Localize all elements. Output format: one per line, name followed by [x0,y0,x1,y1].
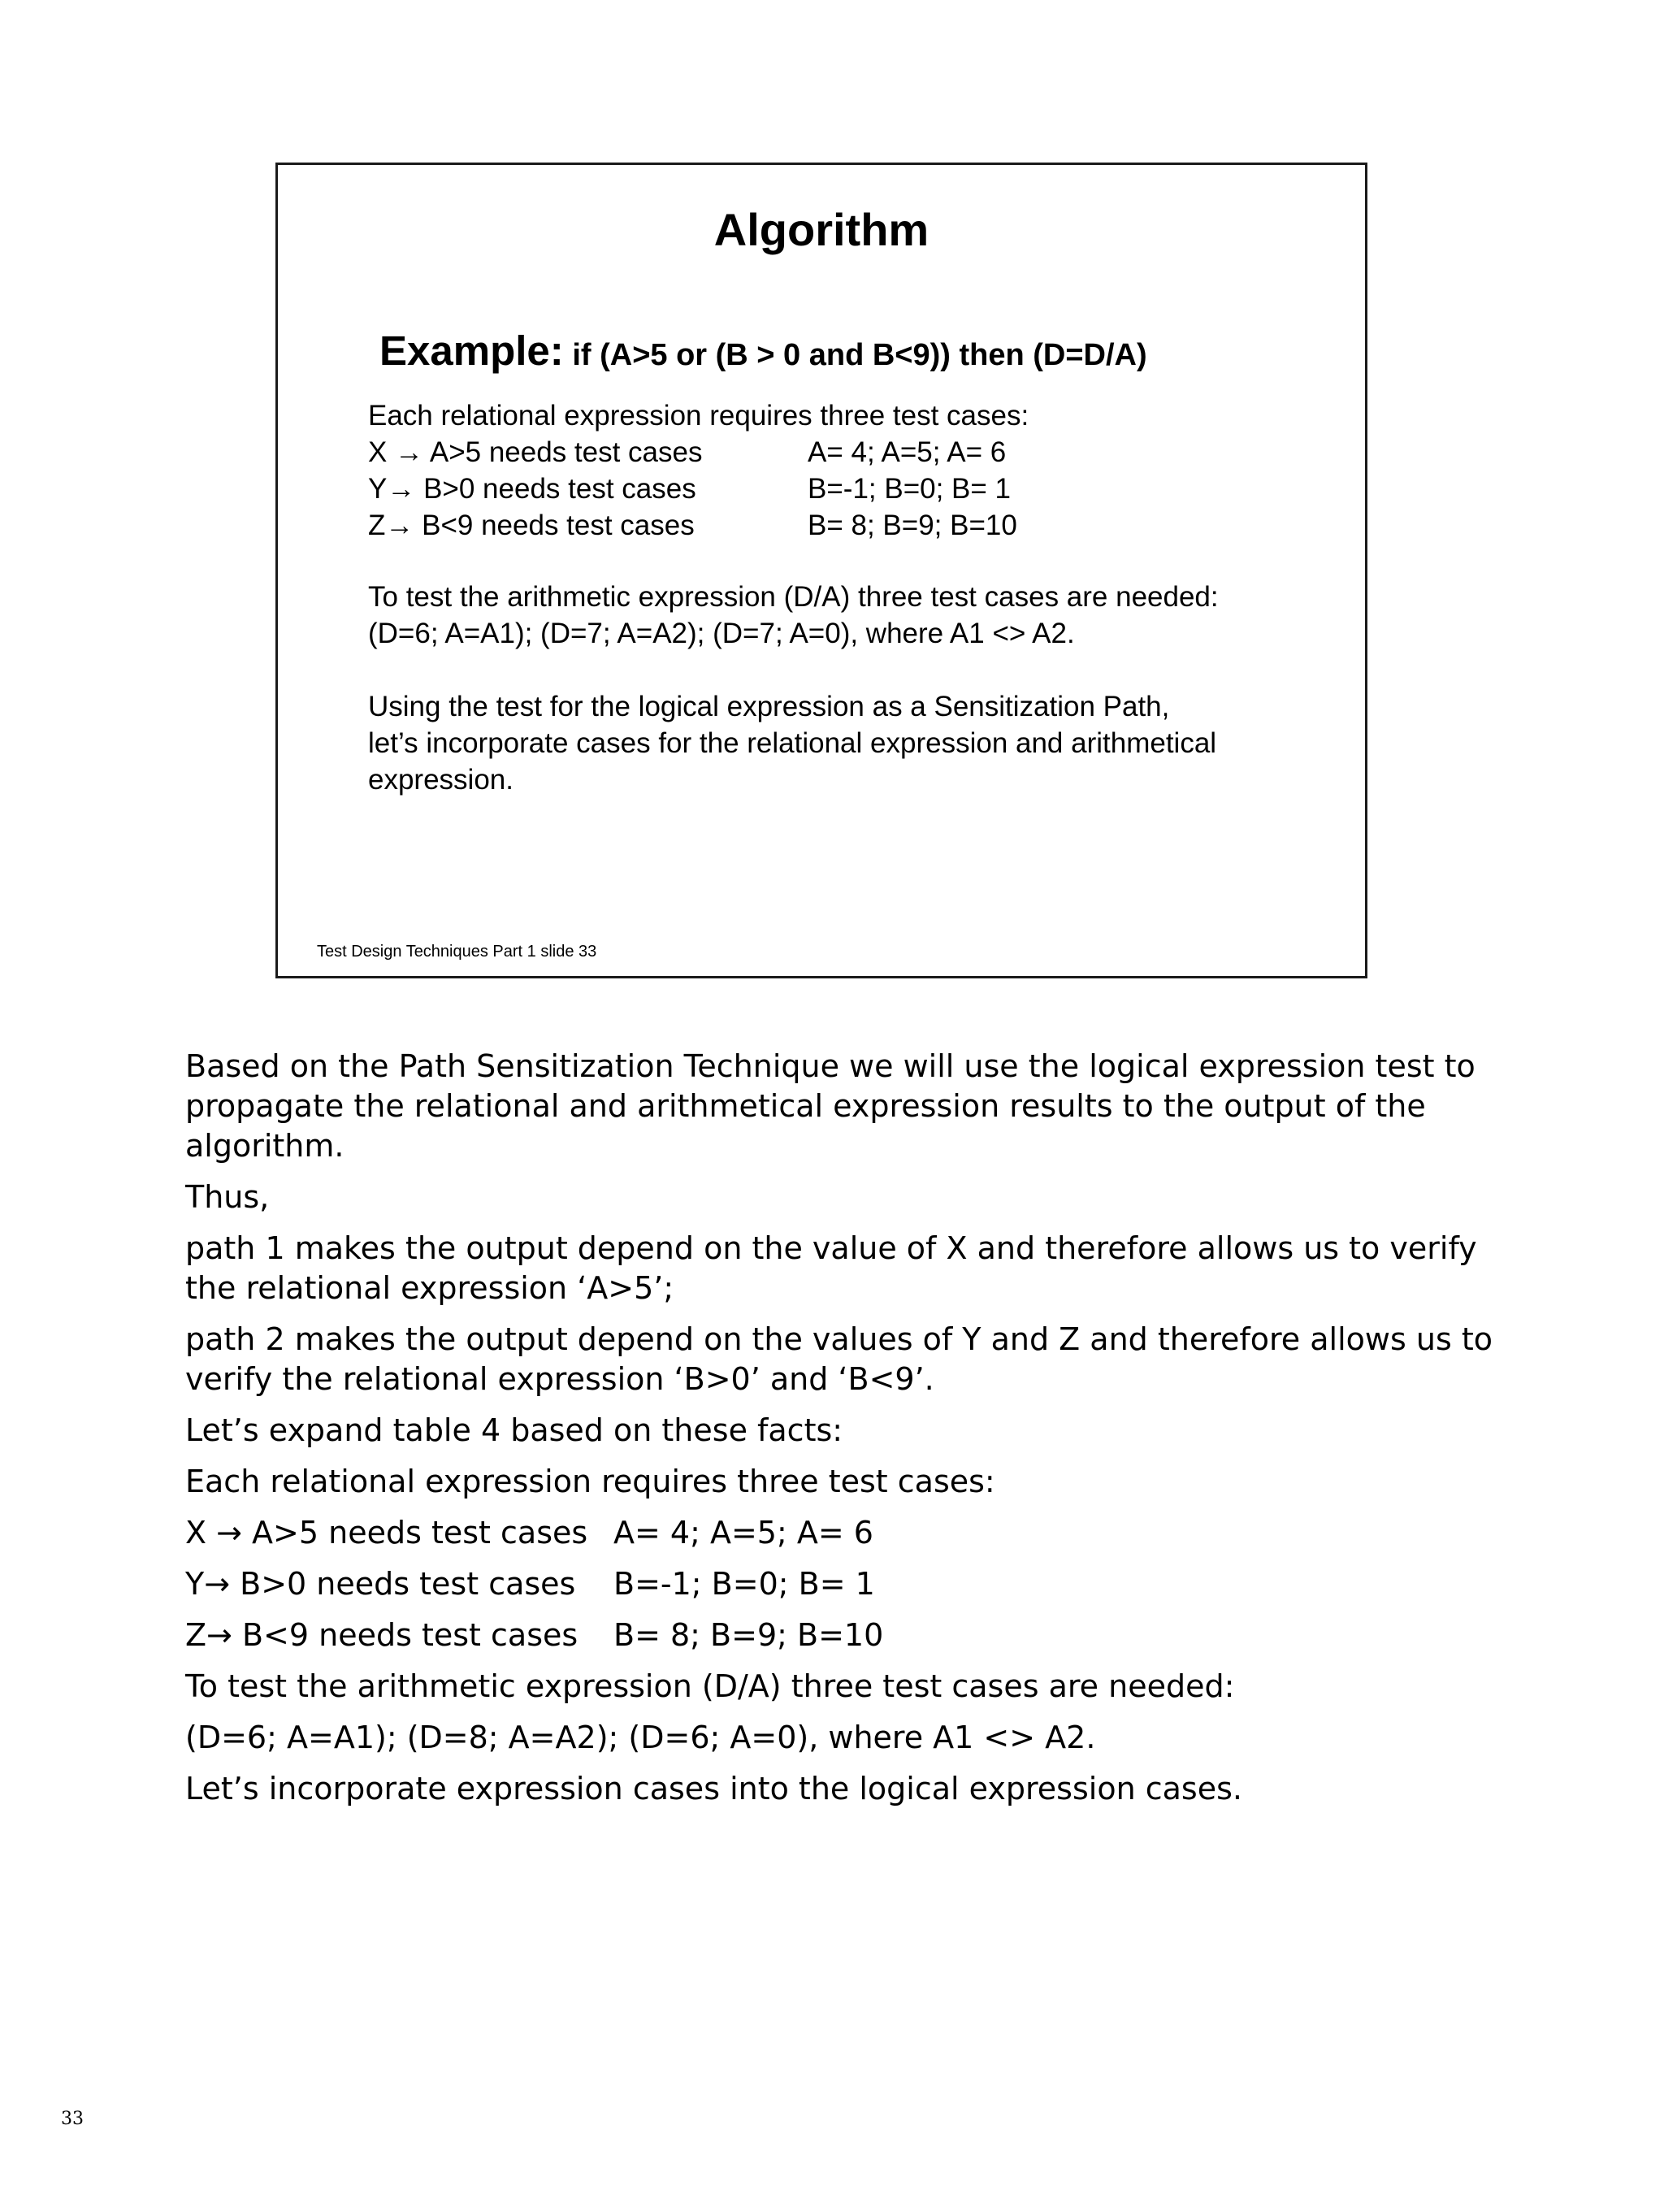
path1-line: the relational expression ‘A>5’; [185,1270,674,1306]
case-values: B=-1; B=0; B= 1 [613,1566,875,1602]
slide-title: Algorithm [713,204,930,255]
expand-paragraph: Let’s expand table 4 based on these facts: [185,1412,843,1448]
path1-line: path 1 makes the output depend on the value of X and therefore allows us to verify [185,1230,1477,1266]
relational-heading: Each relational expression requires three test cases: [185,1464,995,1499]
slide-case-row [368,434,1029,471]
slide-sensitization-line: let’s incorporate cases for the relational expression and arithmetical [368,727,1217,759]
slide-example [379,327,1147,374]
case-values: B=-1; B=0; B= 1 [808,473,1012,505]
path1-paragraph [185,1229,1485,1308]
case-values: A= 4; A=5; A= 6 [808,436,1007,468]
intro-line: Based on the Path Sensitization Technique we will use the logical expression test to [185,1048,1476,1084]
example-code: if (A>5 or (B > 0 and B<9)) then (D=D/A) [563,338,1147,372]
case-values: A= 4; A=5; A= 6 [613,1515,873,1551]
slide-relational-block [368,397,1029,544]
case-expression: Z→ B<9 needs test cases [185,1617,578,1653]
case-values: B= 8; B=9; B=10 [613,1617,884,1653]
document-body [185,1047,1493,1820]
case-expression: X → A>5 needs test cases [185,1515,588,1551]
slide-case-row [368,471,1029,507]
thus-paragraph: Thus, [185,1179,270,1215]
page-number: 33 [61,2109,84,2129]
case-expression: Y→ B>0 needs test cases [368,473,696,505]
case-expression: X → A>5 needs test cases [368,436,703,468]
intro-paragraph [185,1047,1485,1166]
path2-line: verify the relational expression ‘B>0’ and ‘B<9’. [185,1361,934,1397]
case-values: B= 8; B=9; B=10 [808,510,1017,541]
slide-relational-heading: Each relational expression requires three test cases: [368,400,1029,432]
slide-footer: Test Design Techniques Part 1 slide 33 [317,943,597,961]
arithmetic-cases: (D=6; A=A1); (D=8; A=A2); (D=6; A=0), where A1 <> A2. [185,1720,1096,1755]
slide-arithmetic-block [368,579,1219,652]
slide-arithmetic-line: To test the arithmetic expression (D/A) three test cases are needed: [368,581,1219,613]
slide-case-row [368,507,1029,544]
arithmetic-heading: To test the arithmetic expression (D/A) three test cases are needed: [185,1668,1235,1704]
path2-line: path 2 makes the output depend on the values of Y and Z and therefore allows us to [185,1321,1493,1357]
slide-sensitization-line: expression. [368,764,514,796]
case-expression: Y→ B>0 needs test cases [185,1566,576,1602]
case-row [185,1616,1485,1655]
intro-line: propagate the relational and arithmetical expression results to the output of the [185,1088,1426,1124]
case-row [185,1513,1485,1553]
slide-image [275,163,1367,978]
case-expression: Z→ B<9 needs test cases [368,510,695,541]
slide-sensitization-block [368,688,1216,798]
slide-sensitization-line: Using the test for the logical expression as a Sensitization Path, [368,691,1170,722]
example-label: Example: [379,327,564,374]
path2-paragraph [185,1320,1493,1399]
incorporate-paragraph: Let’s incorporate expression cases into the logical expression cases. [185,1771,1242,1806]
intro-line: algorithm. [185,1128,344,1164]
case-row [185,1564,1485,1604]
slide-arithmetic-line: (D=6; A=A1); (D=7; A=A2); (D=7; A=0), where A1 <> A2. [368,618,1075,649]
